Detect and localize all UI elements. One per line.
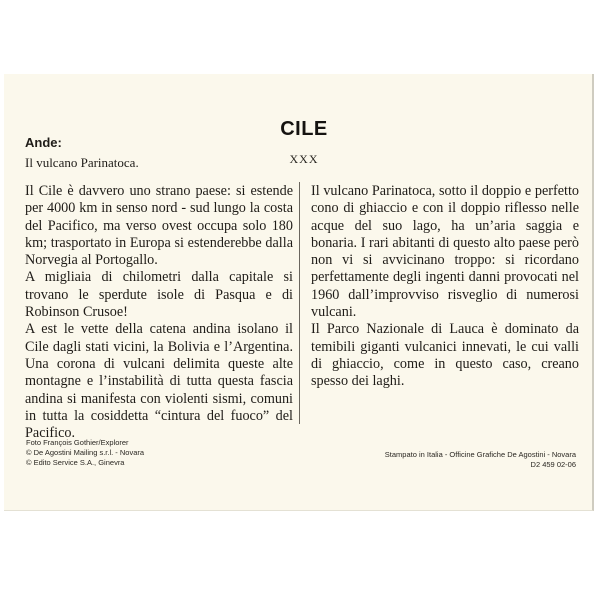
credit-line: © De Agostini Mailing s.r.l. - Novara	[26, 448, 145, 458]
left-paragraph-3: A est le vette della catena andina isolano il Cile dagli stati vicini, la Bolivia e l’Argentina. Una corona di vulcani delimita queste alte montagne e l’instabilità di tutta questa fascia andina si manifesta con violenti sismi, comuni in tutta la cosiddetta “cintura del fuoco” del Pacifico.	[25, 321, 293, 442]
card-subtitle: Il vulcano Parinatoca.	[25, 155, 139, 170]
column-divider	[299, 182, 300, 424]
info-card	[4, 74, 594, 511]
card-title: CILE	[280, 118, 328, 140]
right-text-column	[311, 183, 579, 391]
region-heading: Ande:	[25, 135, 62, 150]
left-paragraph-1: Il Cile è davvero uno strano paese: si estende per 4000 km in senso nord - sud lungo la costa del Pacifico, ma verso ovest occupa solo 180 km; trasportato in Europa si estenderebbe dalla Norvegia al Portogallo.	[25, 183, 293, 269]
printer-info	[385, 450, 576, 470]
left-text-column	[25, 183, 293, 442]
photo-credits	[26, 438, 144, 469]
credit-line: © Edito Service S.A., Ginevra	[26, 458, 125, 468]
printer-line: Stampato in Italia - Officine Grafiche De Agostini - Novara	[384, 450, 576, 459]
printer-code: D2 459 02-06	[530, 460, 576, 470]
right-paragraph-1: Il vulcano Parinatoca, sotto il doppio e perfetto cono di ghiaccio e con il doppio riflesso nelle acque del suo lago, ha un’aria saggia e bonaria. I rari abitanti di questo alto paese però non vi si avvicinano troppo: si ricordano perfettamente degli ingenti danni provocati nel 1960 dall’improvviso risveglio di numerosi vulcani.	[311, 183, 579, 321]
card-code: XXX	[289, 152, 319, 166]
right-paragraph-2: Il Parco Nazionale di Lauca è dominato da temibili giganti vulcanici innevati, le cui valli di ghiaccio, come in questo caso, creano spesso dei laghi.	[311, 321, 579, 390]
left-paragraph-2: A migliaia di chilometri dalla capitale si trovano le sperdute isole di Pasqua e di Robinson Crusoe!	[25, 269, 293, 321]
credit-line: Foto François Gothier/Explorer	[26, 438, 129, 447]
